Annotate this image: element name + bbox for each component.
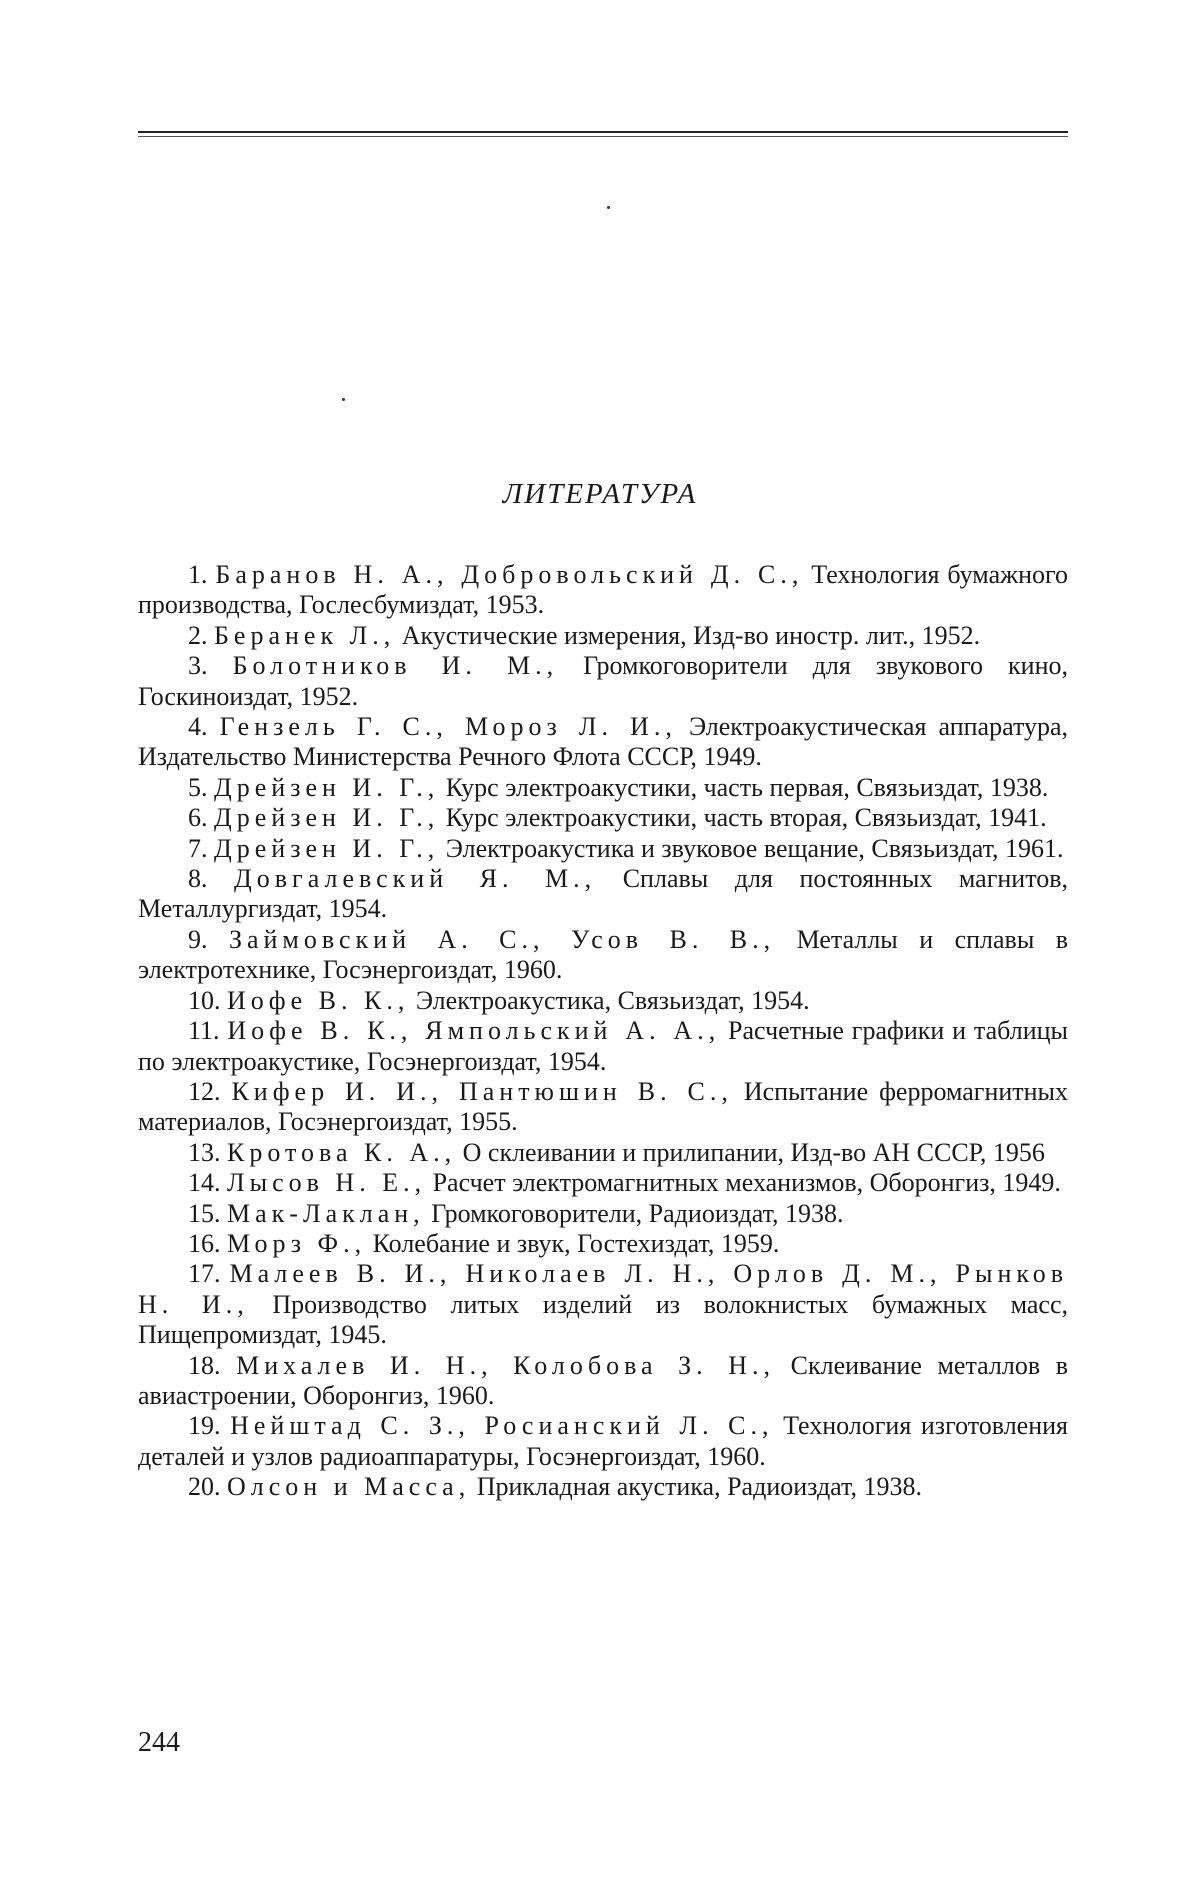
reference-number: 13.: [188, 1137, 221, 1167]
print-speck: [342, 398, 345, 401]
reference-number: 19.: [188, 1411, 221, 1441]
reference-authors: Гензель Г. С., Мороз Л. И.,: [219, 712, 677, 742]
reference-item: [138, 1411, 1068, 1472]
page-number: 244: [138, 1727, 180, 1758]
reference-authors: Малеев В. И., Николаев Л. Н., Орлов Д. М., Рынков Н. И.,: [138, 1259, 1068, 1319]
reference-authors: Михалев И. Н., Колобова З. Н.,: [236, 1350, 776, 1380]
reference-text: Технология изготовления деталей и узлов радиоаппаратуры, Госэнергоиздат, 1960.: [138, 1411, 1068, 1471]
section-heading: ЛИТЕРАТУРА: [502, 478, 698, 510]
reference-item: [138, 803, 1068, 833]
reference-authors: Дрейзен И. Г.,: [214, 833, 440, 863]
reference-number: 3.: [188, 651, 208, 681]
print-speck: [607, 206, 610, 209]
reference-item: [138, 986, 1068, 1016]
reference-authors: Лысов Н. Е.,: [227, 1168, 427, 1198]
reference-number: 4.: [188, 712, 208, 742]
reference-item: [138, 1472, 1068, 1502]
reference-number: 17.: [188, 1259, 221, 1289]
top-rule: [138, 131, 1068, 133]
reference-item: [138, 1138, 1068, 1168]
reference-number: 1.: [188, 560, 208, 589]
reference-number: 10.: [188, 985, 221, 1015]
reference-authors: Олсон и Масса,: [227, 1472, 471, 1502]
reference-text: О склеивании и прилипании, Изд-во АН СССР, 1956: [456, 1137, 1045, 1167]
reference-number: 9.: [188, 924, 208, 954]
reference-item: [138, 1168, 1068, 1198]
reference-text: Курс электроакустики, часть первая, Связьиздат, 1938.: [439, 772, 1049, 802]
reference-item: [138, 1351, 1068, 1412]
reference-text: Курс электроакустики, часть вторая, Связьиздат, 1941.: [439, 803, 1047, 833]
reference-authors: Дрейзен И. Г.,: [214, 803, 440, 833]
reference-item: [138, 621, 1068, 651]
reference-text: Акустические измерения, Изд-во иностр. лит., 1952.: [395, 620, 981, 650]
reference-authors: Дрейзен И. Г.,: [214, 772, 440, 802]
reference-text: Металлы и сплавы в электротехнике, Госэнергоиздат, 1960.: [138, 924, 1069, 985]
reference-authors: Кротова К. А.,: [227, 1137, 457, 1167]
reference-item: [138, 1259, 1068, 1350]
reference-item: [138, 925, 1068, 986]
reference-item: [138, 1077, 1068, 1138]
reference-text: Электроакустика, Связьиздат, 1954.: [409, 985, 810, 1015]
reference-authors: Морз Ф.,: [227, 1228, 367, 1258]
reference-item: [138, 1229, 1068, 1259]
reference-text: Технология бумажного производства, Гослесбумиздат, 1953.: [138, 560, 1068, 620]
reference-authors: Мак-Лаклан,: [227, 1198, 425, 1228]
reference-authors: Кифер И. И., Пантюшин В. С.,: [231, 1076, 733, 1106]
reference-text: Электроакустическая аппаратура, Издательство Министерства Речного Флота СССР, 1949.: [138, 712, 1068, 772]
reference-list: [138, 560, 1068, 1503]
reference-authors: Баранов Н. А., Добровольский Д. С.,: [215, 560, 804, 589]
reference-item: [138, 712, 1068, 773]
reference-text: Расчетные графики и таблицы по электроакустике, Госэнергоиздат, 1954.: [138, 1016, 1068, 1076]
reference-text: Сплавы для постоянных магнитов, Металлургиздат, 1954.: [138, 864, 1068, 924]
reference-number: 7.: [188, 833, 208, 863]
reference-number: 16.: [188, 1228, 221, 1258]
reference-text: Прикладная акустика, Радиоиздат, 1938.: [470, 1472, 922, 1502]
reference-authors: Беранек Л.,: [214, 620, 396, 650]
reference-authors: Нейштад С. З., Росианский Л. С.,: [230, 1411, 774, 1441]
reference-number: 15.: [188, 1198, 221, 1228]
reference-text: Колебание и звук, Гостехиздат, 1959.: [366, 1228, 780, 1258]
reference-number: 11.: [188, 1016, 220, 1046]
reference-authors: Иофе В. К.,: [227, 985, 410, 1015]
reference-text: Электроакустика и звуковое вещание, Связьиздат, 1961.: [439, 833, 1064, 863]
reference-item: [138, 1199, 1068, 1229]
reference-item: [138, 834, 1068, 864]
reference-item: [138, 1016, 1068, 1077]
reference-text: Громкоговорители, Радиоиздат, 1938.: [424, 1198, 844, 1228]
reference-text: Склеивание металлов в авиастроении, Оборонгиз, 1960.: [138, 1350, 1069, 1410]
reference-text: Громкоговорители для звукового кино, Госкиноиздат, 1952.: [138, 651, 1068, 711]
reference-text: Расчет электромагнитных механизмов, Оборонгиз, 1949.: [426, 1168, 1061, 1198]
reference-number: 12.: [188, 1076, 221, 1106]
reference-authors: Довгалевский Я. М.,: [234, 864, 597, 894]
reference-item: [138, 651, 1068, 712]
reference-authors: Болотников И. М.,: [232, 651, 559, 681]
reference-text: Производство литых изделий из волокнистых бумажных масс, Пищепромиздат, 1945.: [138, 1289, 1068, 1350]
reference-number: 5.: [188, 772, 208, 802]
reference-item: [138, 560, 1068, 621]
reference-item: [138, 864, 1068, 925]
reference-number: 8.: [188, 864, 208, 894]
reference-number: 14.: [188, 1168, 221, 1198]
reference-number: 6.: [188, 803, 208, 833]
reference-number: 20.: [188, 1472, 221, 1502]
reference-authors: Займовский А. С., Усов В. В.,: [228, 924, 776, 954]
reference-text: Испытание ферромагнитных материалов, Госэнергоиздат, 1955.: [138, 1076, 1069, 1137]
top-rule-secondary: [138, 136, 1068, 137]
reference-authors: Иофе В. К., Ямпольский А. А.,: [227, 1016, 721, 1046]
reference-number: 2.: [188, 620, 208, 650]
reference-item: [138, 773, 1068, 803]
reference-number: 18.: [188, 1350, 221, 1380]
